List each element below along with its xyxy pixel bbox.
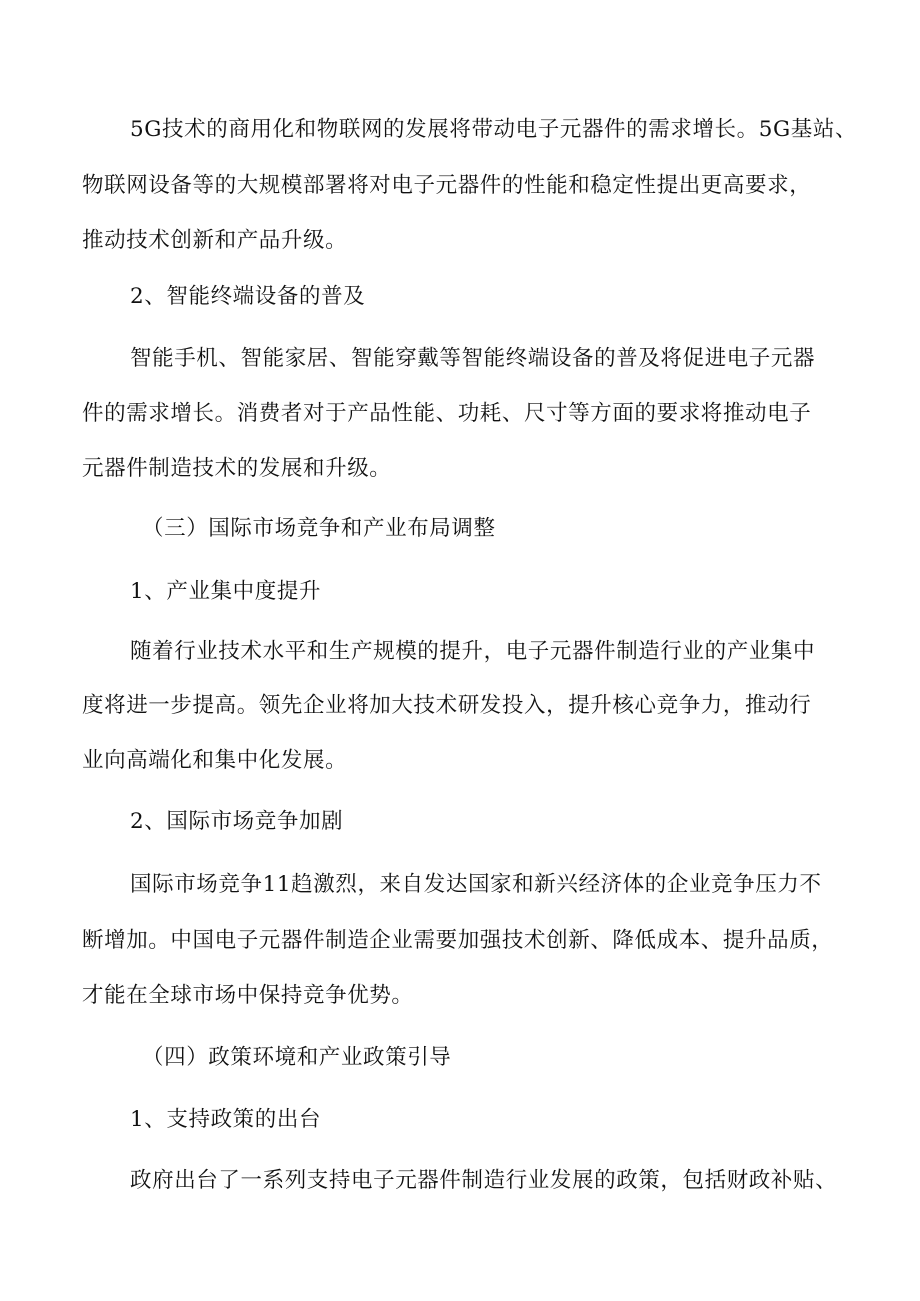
paragraph-concentration-line-1: 随着行业技术水平和生产规模的提升，电子元器件制造行业的产业集中	[130, 639, 816, 664]
section-4-title: （四）政策环境和产业政策引导	[142, 1045, 452, 1070]
section-3-title: （三）国际市场竞争和产业布局调整	[142, 516, 496, 541]
paragraph-concentration-line-2: 度将进一步提高。领先企业将加大技术研发投入，提升核心竞争力，推动行	[82, 693, 812, 718]
paragraph-5g-line-1: 5G技术的商用化和物联网的发展将带动电子元器件的需求增长。5G基站、	[130, 117, 858, 142]
heading-industry-concentration: 1、产业集中度提升	[130, 579, 322, 604]
heading-smart-terminals: 2、智能终端设备的普及	[130, 284, 366, 309]
paragraph-5g-line-2: 物联网设备等的大规模部署将对电子元器件的性能和稳定性提出更高要求，	[82, 173, 812, 198]
paragraph-competition-line-3: 才能在全球市场中保持竞争优势。	[82, 983, 414, 1008]
heading-international-competition: 2、国际市场竞争加剧	[130, 809, 344, 834]
paragraph-smart-terminals-line-2: 件的需求增长。消费者对于产品性能、功耗、尺寸等方面的要求将推动电子	[82, 401, 812, 426]
paragraph-5g-line-3: 推动技术创新和产品升级。	[82, 228, 348, 253]
paragraph-concentration-line-3: 业向高端化和集中化发展。	[82, 748, 348, 773]
paragraph-smart-terminals-line-3: 元器件制造技术的发展和升级。	[82, 456, 392, 481]
paragraph-competition-line-2: 断增加。中国电子元器件制造企业需要加强技术创新、降低成本、提升品质，	[82, 928, 834, 953]
paragraph-smart-terminals-line-1: 智能手机、智能家居、智能穿戴等智能终端设备的普及将促进电子元器	[130, 346, 816, 371]
paragraph-competition-line-1: 国际市场竞争11趋激烈，来自发达国家和新兴经济体的企业竞争压力不	[130, 872, 822, 897]
heading-support-policy: 1、支持政策的出台	[130, 1107, 322, 1132]
paragraph-policy-line-1: 政府出台了一系列支持电子元器件制造行业发展的政策，包括财政补贴、	[130, 1168, 838, 1193]
